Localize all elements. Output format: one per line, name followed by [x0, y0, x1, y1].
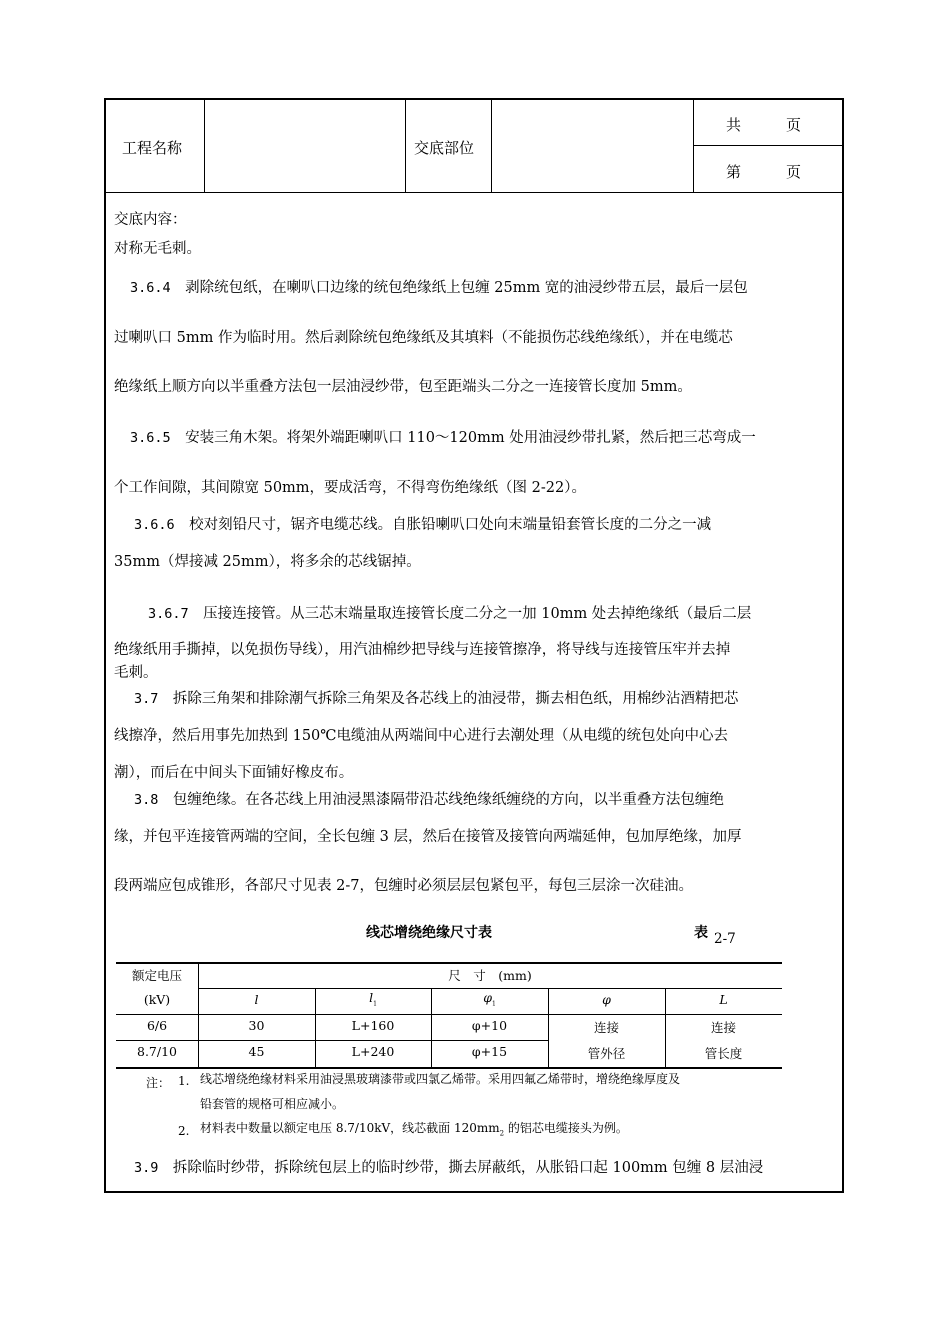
part-label: 交底部位 [414, 139, 475, 157]
text-line: 个工作间隙，其间隙宽 50mm，要成活弯，不得弯伤绝缘纸（图 2-22）。 [114, 480, 586, 496]
section-number: 3.9 [134, 1160, 159, 1176]
text-line: 3.6.5 安装三角木架。将架外端距喇叭口 110～120mm 处用油浸纱带扎紧，然后把三芯弯成一 [130, 430, 756, 446]
note-number: 2. [178, 1124, 190, 1138]
note-text: 材料表中数量以额定电压 8.7/10kV，线芯截面 $120mm_2$ 的铝芯电缆接头为例。 [200, 1121, 628, 1138]
text-line: 线擦净，然后用事先加热到 150℃电缆油从两端间中心进行去潮处理（从电缆的统包处向中心去 [114, 728, 729, 744]
text-line: 对称无毛刺。 [114, 241, 201, 257]
table-cell: L+240 [351, 1044, 395, 1059]
text-line: 3.8 包缠绝缘。在各芯线上用油浸黑漆隔带沿芯线绝缘纸缠绕的方向，以半重叠方法包缠绝 [134, 792, 724, 808]
col-l: l [254, 992, 259, 1007]
col-l1: $l_1$ [369, 990, 377, 1008]
text-line: 过喇叭口 5mm 作为临时用。然后剥除统包绝缘纸及其填料（不能损伤芯线绝缘纸），并在电缆芯 [114, 330, 733, 346]
note-number: 1. [178, 1074, 190, 1088]
table-cell: 管外径 [587, 1046, 626, 1061]
table-top-rule [116, 962, 782, 964]
document-frame [104, 98, 844, 1193]
text-line: 绝缘纸用手撕掉，以免损伤导线），用汽油棉纱把导线与连接管擦净，将导线与连接管压牢并去掉 [114, 642, 731, 658]
section-number: 3.8 [134, 792, 159, 808]
note-text: 线芯增绕绝缘材料采用油浸黑玻璃漆带或四氯乙烯带。采用四氟乙烯带时，增绕绝缘厚度及 [200, 1072, 681, 1086]
section-number: 3.6.7 [148, 606, 189, 622]
col-phi: φ [602, 992, 611, 1007]
total-pages: 共 页 [726, 116, 802, 134]
table-cell: 45 [248, 1044, 265, 1059]
table-number: 2-7 [714, 931, 736, 947]
text-line: 3.6.4 剥除统包纸，在喇叭口边缘的统包绝缘纸上包缠 25mm 宽的油浸纱带五层，最后一层包 [130, 280, 748, 296]
section-number: 3.7 [134, 691, 159, 707]
text-line: 绝缘纸上顺方向以半重叠方法包一层油浸纱带，包至距端头二分之一连接管长度加 5mm。 [114, 379, 692, 395]
col-phi1: $\varphi_1$ [483, 990, 496, 1008]
section-number: 3.6.5 [130, 430, 171, 446]
col-size: 尺 寸 (mm) [448, 968, 532, 983]
page-number: 第 页 [726, 163, 802, 181]
table-cell: 连接 [710, 1020, 736, 1035]
col-voltage-unit: (kV) [143, 992, 171, 1007]
table-cell: φ+15 [471, 1044, 508, 1059]
section-number: 3.6.6 [134, 517, 175, 533]
content-label: 交底内容： [114, 212, 187, 228]
table-bottom-rule [116, 1067, 782, 1069]
table-number-label: 表 [694, 925, 708, 941]
table-cell: φ+10 [471, 1018, 508, 1033]
table-cell: L+160 [351, 1018, 395, 1033]
section-number: 3.6.4 [130, 280, 171, 296]
note-text: 铅套管的规格可相应减小。 [200, 1097, 345, 1111]
text-line: 毛刺。 [114, 665, 158, 681]
table-cell: 8.7/10 [137, 1044, 177, 1059]
col-L: L [719, 992, 728, 1007]
col-voltage: 额定电压 [131, 968, 182, 983]
text-line: 3.6.7 压接连接管。从三芯末端量取连接管长度二分之一加 10mm 处去掉绝缘纸（最后二层 [148, 606, 752, 622]
text-line: 潮），而后在中间头下面铺好橡皮布。 [114, 765, 354, 781]
table-title: 线芯增绕绝缘尺寸表 [366, 925, 492, 941]
text-line: 3.6.6 校对刻铅尺寸，锯齐电缆芯线。自胀铅喇叭口处向末端量铅套管长度的二分之一减 [134, 517, 712, 533]
text-line: 35mm（焊接减 25mm），将多余的芯线锯掉。 [114, 554, 421, 570]
header-table [106, 100, 842, 193]
table-cell: 管长度 [704, 1046, 743, 1061]
table-cell: 6/6 [146, 1018, 168, 1033]
text-line: 3.9 拆除临时纱带，拆除统包层上的临时纱带，撕去屏蔽纸，从胀铅口起 100mm 包缠 8 层油浸 [134, 1160, 764, 1176]
text-line: 缘，并包平连接管两端的空间，全长包缠 3 层，然后在接管及接管向两端延伸，包加厚绝缘，加厚 [114, 829, 742, 845]
text-line: 段两端应包成锥形，各部尺寸见表 2-7，包缠时必须层层包紧包平，每包三层涂一次硅油。 [114, 878, 693, 894]
table-cell: 30 [248, 1018, 265, 1033]
project-name-label: 工程名称 [122, 139, 183, 157]
table-cell: 连接 [593, 1020, 619, 1035]
note-label: 注： [146, 1076, 171, 1090]
text-line: 3.7 拆除三角架和排除潮气拆除三角架及各芯线上的油浸带，撕去相色纸，用棉纱沾酒精把芯 [134, 691, 739, 707]
